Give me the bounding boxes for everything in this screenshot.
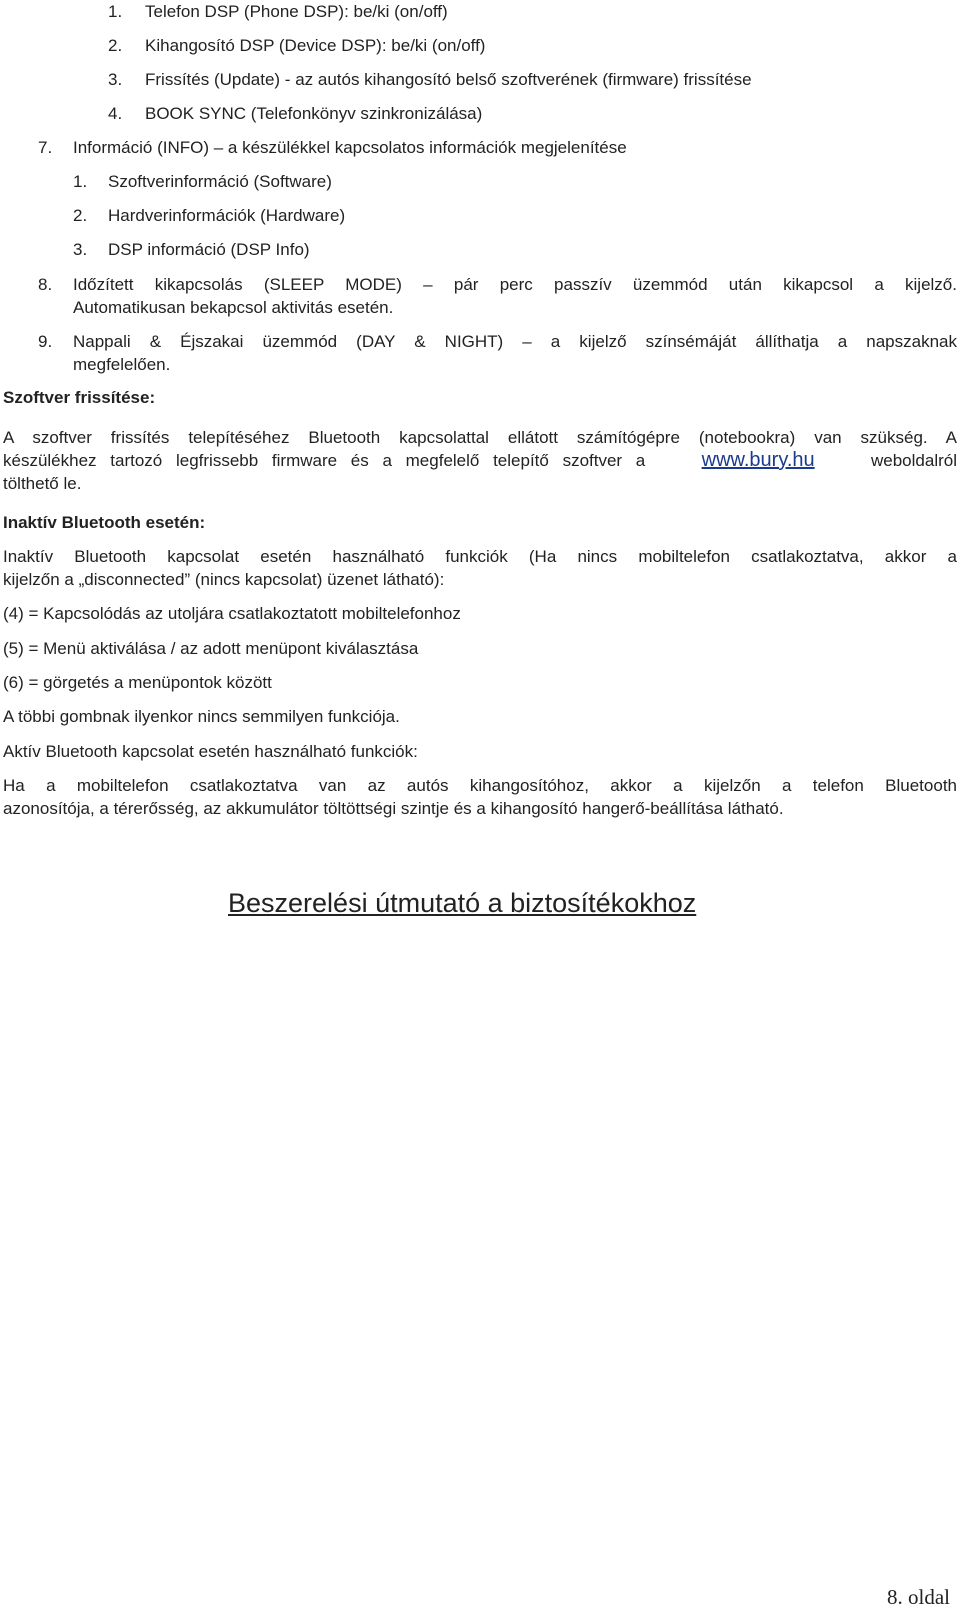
paragraph-text: weboldalról	[871, 451, 957, 470]
list-item-info: Információ (INFO) – a készülékkel kapcsolatos információk megjelenítése	[73, 138, 627, 157]
paragraph-line: tölthető le.	[3, 474, 82, 493]
section-heading-software-update: Szoftver frissítése:	[3, 388, 156, 407]
button-function-item: (5) = Menü aktiválása / az adott menüpont kiválasztása	[3, 639, 419, 658]
paragraph-text: készülékhez tartozó legfrissebb firmware és a megfelelő telepítő szoftver a	[3, 451, 646, 470]
paragraph-line: A szoftver frissítés telepítéséhez Bluetooth kapcsolattal ellátott számítógépre (notebookra) van szükség. A	[3, 428, 957, 447]
section-heading-active-bluetooth: Aktív Bluetooth kapcsolat esetén használható funkciók:	[3, 742, 418, 761]
list-item-daynight-line1: Nappali & Éjszakai üzemmód (DAY & NIGHT) – a kijelző színsémáját állíthatja a napszaknak	[73, 332, 957, 351]
installation-heading: Beszerelési útmutató a biztosítékokhoz	[228, 888, 697, 918]
paragraph-line: Ha a mobiltelefon csatlakoztatva van az autós kihangosítóhoz, akkor a kijelzőn a telefon Bluetooth	[3, 776, 957, 795]
list-item: DSP információ (DSP Info)	[108, 240, 310, 259]
list-number: 4.	[108, 104, 123, 123]
list-item: Kihangosító DSP (Device DSP): be/ki (on/off)	[145, 36, 486, 55]
list-item: Frissítés (Update) - az autós kihangosító belső szoftverének (firmware) frissítése	[145, 70, 752, 89]
list-number: 3.	[108, 70, 123, 89]
list-item: Hardverinformációk (Hardware)	[108, 206, 346, 225]
page-number: 8. oldal	[887, 1585, 950, 1609]
button-function-item: (4) = Kapcsolódás az utoljára csatlakoztatott mobiltelefonhoz	[3, 604, 461, 623]
list-number: 1.	[73, 172, 88, 191]
list-number: 2.	[108, 36, 123, 55]
list-number: 7.	[38, 138, 53, 157]
button-function-item: (6) = görgetés a menüpontok között	[3, 673, 272, 692]
list-item: Telefon DSP (Phone DSP): be/ki (on/off)	[145, 2, 448, 21]
paragraph-line: kijelzőn a „disconnected” (nincs kapcsolat) üzenet látható):	[3, 570, 445, 589]
paragraph-line-with-link	[3, 449, 957, 472]
bury-website-link[interactable]: www.bury.hu	[701, 449, 815, 471]
list-item: Szoftverinformáció (Software)	[108, 172, 332, 191]
list-number: 2.	[73, 206, 88, 225]
paragraph-line: Inaktív Bluetooth kapcsolat esetén használható funkciók (Ha nincs mobiltelefon csatlakoztatva, akkor a	[3, 547, 957, 566]
list-item: BOOK SYNC (Telefonkönyv szinkronizálása)	[145, 104, 483, 123]
paragraph-line: azonosítója, a térerősség, az akkumulátor töltöttségi szintje és a kihangosító hangerő-beállítása látható.	[3, 799, 784, 818]
list-number: 1.	[108, 2, 123, 21]
section-heading-inactive-bluetooth: Inaktív Bluetooth esetén:	[3, 513, 206, 532]
list-item-daynight-line2: megfelelően.	[73, 355, 171, 374]
list-number: 3.	[73, 240, 88, 259]
paragraph-line: A többi gombnak ilyenkor nincs semmilyen funkciója.	[3, 707, 400, 726]
list-number: 8.	[38, 275, 53, 294]
list-item-sleep-line2: Automatikusan bekapcsol aktivitás esetén.	[73, 298, 394, 317]
list-number: 9.	[38, 332, 53, 351]
list-item-sleep-line1: Időzített kikapcsolás (SLEEP MODE) – pár perc passzív üzemmód után kikapcsol a kijelző.	[73, 275, 957, 294]
